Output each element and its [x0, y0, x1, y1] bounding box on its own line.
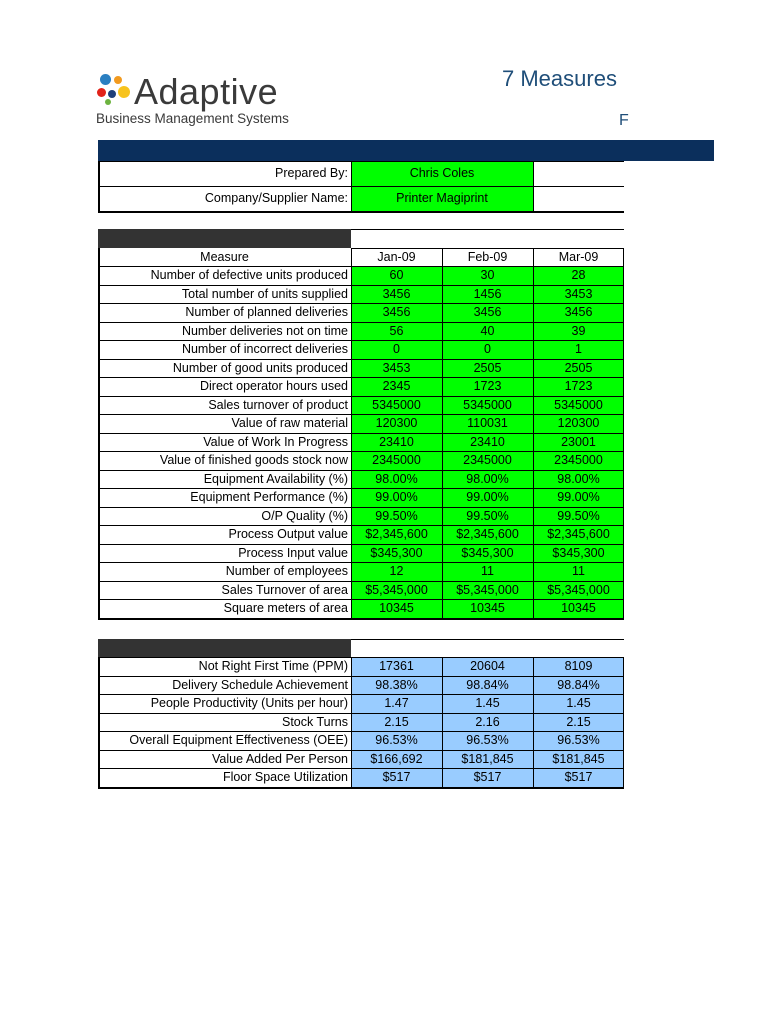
measure-value: $345,300 — [351, 544, 442, 563]
grid-line — [98, 266, 624, 267]
grid-line — [351, 161, 352, 211]
measure-value: 99.50% — [351, 507, 442, 526]
logo-wordmark: Adaptive — [134, 71, 279, 112]
result-label: Not Right First Time (PPM) — [198, 659, 348, 673]
measure-value: 56 — [351, 322, 442, 341]
grid-line — [351, 248, 352, 618]
grid-line — [98, 599, 624, 600]
info-label: Company/Supplier Name: — [204, 191, 348, 206]
measure-label: Number deliveries not on time — [181, 323, 348, 338]
measure-value: 1456 — [442, 285, 533, 304]
result-value: 8109 — [533, 657, 624, 676]
measure-value: 2345000 — [351, 451, 442, 470]
measure-value: 10345 — [351, 599, 442, 618]
grid-line — [98, 340, 624, 341]
measure-label: Number of employees — [225, 564, 348, 578]
month-column-header: Mar-09 — [558, 249, 599, 264]
measure-value: 99.50% — [442, 507, 533, 526]
result-value: 96.53% — [442, 731, 533, 750]
grid-line — [98, 657, 100, 787]
measure-value: 60 — [351, 266, 442, 285]
result-label: Floor Space Utilization — [222, 770, 348, 784]
logo-dot-navy — [108, 90, 116, 98]
company-logo — [96, 72, 316, 128]
measure-value: 3453 — [351, 359, 442, 378]
results-table-band — [98, 639, 351, 657]
grid-line — [442, 248, 443, 618]
measure-value: 1723 — [442, 377, 533, 396]
measure-column-header: Measure — [200, 249, 249, 264]
grid-line — [98, 731, 624, 732]
measure-value: 2345000 — [442, 451, 533, 470]
grid-line — [98, 581, 624, 582]
measure-value: 12 — [351, 562, 442, 581]
month-column-header: Jan-09 — [377, 249, 416, 264]
measure-label: Equipment Performance (%) — [190, 490, 348, 504]
measure-value: 3456 — [533, 303, 624, 322]
result-value: 1.45 — [442, 694, 533, 713]
grid-line — [98, 713, 624, 714]
grid-line — [98, 488, 624, 489]
grid-line — [351, 657, 352, 787]
grid-line — [98, 451, 624, 452]
measure-label: O/P Quality (%) — [261, 508, 348, 523]
measure-value: 2505 — [533, 359, 624, 378]
result-value: 1.47 — [351, 694, 442, 713]
result-label: Value Added Per Person — [212, 751, 348, 766]
grid-line — [98, 433, 624, 434]
measure-value: $5,345,000 — [533, 581, 624, 600]
grid-line — [98, 285, 624, 286]
result-value: $181,845 — [442, 750, 533, 769]
measure-value: $345,300 — [442, 544, 533, 563]
result-value: 96.53% — [533, 731, 624, 750]
result-label: Stock Turns — [282, 714, 348, 729]
info-value: Chris Coles — [351, 161, 533, 186]
grid-line — [98, 618, 624, 620]
logo-dot-orange — [114, 76, 122, 84]
grid-line — [533, 161, 534, 211]
grid-line — [98, 544, 624, 545]
grid-line — [98, 377, 624, 378]
measure-value: $2,345,600 — [533, 525, 624, 544]
grid-line — [623, 248, 624, 618]
grid-line — [98, 525, 624, 526]
info-label: Prepared By: — [275, 166, 348, 181]
grid-line — [98, 396, 624, 397]
measure-value: 2505 — [442, 359, 533, 378]
measure-value: 98.00% — [533, 470, 624, 489]
result-value: $517 — [351, 768, 442, 787]
result-label: Overall Equipment Effectiveness (OEE) — [129, 733, 348, 747]
measure-value: 0 — [351, 340, 442, 359]
page-subtitle-fragment: F — [619, 112, 629, 129]
grid-line — [351, 639, 624, 640]
measure-value: 28 — [533, 266, 624, 285]
measure-value: 3456 — [442, 303, 533, 322]
measure-value: 23001 — [533, 433, 624, 452]
grid-line — [351, 229, 624, 230]
measure-value: 1 — [533, 340, 624, 359]
measure-value: 5345000 — [533, 396, 624, 415]
result-value: 98.38% — [351, 676, 442, 695]
measures-table-band — [98, 229, 351, 248]
measure-value: 39 — [533, 322, 624, 341]
grid-line — [98, 248, 100, 618]
measure-label: Number of good units produced — [172, 360, 348, 375]
grid-line — [98, 750, 624, 751]
grid-line — [98, 211, 624, 213]
grid-line — [98, 507, 624, 508]
result-value: $517 — [533, 768, 624, 787]
month-column-header: Feb-09 — [467, 249, 508, 264]
measure-label: Equipment Availability (%) — [203, 471, 348, 486]
grid-line — [442, 657, 443, 787]
measure-label: Number of planned deliveries — [185, 305, 348, 319]
grid-line — [533, 657, 534, 787]
grid-line — [98, 657, 624, 658]
measure-label: Sales Turnover of area — [221, 582, 348, 597]
result-label: Delivery Schedule Achievement — [172, 677, 348, 692]
result-value: 2.16 — [442, 713, 533, 732]
measure-value: 3456 — [351, 303, 442, 322]
measure-value: 0 — [442, 340, 533, 359]
grid-line — [533, 248, 534, 618]
grid-line — [623, 657, 624, 787]
measure-label: Number of incorrect deliveries — [181, 342, 348, 356]
grid-line — [98, 414, 624, 415]
result-value: 2.15 — [533, 713, 624, 732]
measure-label: Process Output value — [228, 527, 348, 541]
measure-value: 10345 — [533, 599, 624, 618]
measure-value: 99.00% — [442, 488, 533, 507]
logo-dot-red — [97, 88, 106, 97]
measure-value: $345,300 — [533, 544, 624, 563]
measure-value: 23410 — [351, 433, 442, 452]
measure-value: 3456 — [351, 285, 442, 304]
measure-label: Value of raw material — [231, 416, 348, 430]
result-value: 20604 — [442, 657, 533, 676]
measure-label: Sales turnover of product — [208, 397, 348, 412]
measure-label: Direct operator hours used — [200, 379, 348, 393]
grid-line — [98, 562, 624, 563]
measure-value: $2,345,600 — [442, 525, 533, 544]
grid-line — [98, 694, 624, 695]
measure-value: 5345000 — [351, 396, 442, 415]
measure-value: 5345000 — [442, 396, 533, 415]
measure-value: 11 — [442, 562, 533, 581]
measure-value: $5,345,000 — [442, 581, 533, 600]
measure-label: Total number of units supplied — [181, 286, 348, 301]
result-value: 98.84% — [442, 676, 533, 695]
measure-value: 120300 — [533, 414, 624, 433]
result-value: 96.53% — [351, 731, 442, 750]
measure-value: 10345 — [442, 599, 533, 618]
grid-line — [98, 676, 624, 677]
measure-label: Process Input value — [238, 545, 348, 560]
measure-value: 99.00% — [533, 488, 624, 507]
grid-line — [98, 186, 624, 187]
grid-line — [98, 303, 624, 304]
result-value: 98.84% — [533, 676, 624, 695]
result-value: 17361 — [351, 657, 442, 676]
measure-value: 23410 — [442, 433, 533, 452]
header-bar — [98, 140, 714, 161]
measure-value: 2345000 — [533, 451, 624, 470]
grid-line — [98, 768, 624, 769]
page-title: 7 Measures — [502, 66, 617, 91]
logo-dot-green — [105, 99, 111, 105]
measure-label: Number of defective units produced — [150, 268, 348, 282]
measure-value: 1723 — [533, 377, 624, 396]
measure-value: 30 — [442, 266, 533, 285]
measure-value: 99.00% — [351, 488, 442, 507]
result-value: $517 — [442, 768, 533, 787]
logo-dot-blue — [100, 74, 111, 85]
grid-line — [98, 359, 624, 360]
measure-label: Value of Work In Progress — [203, 434, 348, 449]
grid-line — [98, 161, 624, 162]
measure-value: $2,345,600 — [351, 525, 442, 544]
measure-value: 11 — [533, 562, 624, 581]
measure-label: Square meters of area — [223, 601, 348, 615]
measure-value: 40 — [442, 322, 533, 341]
measure-value: 3453 — [533, 285, 624, 304]
result-value: $166,692 — [351, 750, 442, 769]
result-value: 2.15 — [351, 713, 442, 732]
info-value: Printer Magiprint — [351, 186, 533, 211]
measure-label: Value of finished goods stock now — [159, 453, 348, 467]
result-value: 1.45 — [533, 694, 624, 713]
result-value: $181,845 — [533, 750, 624, 769]
measure-value: 110031 — [442, 414, 533, 433]
grid-line — [98, 787, 624, 789]
measure-value: 2345 — [351, 377, 442, 396]
measure-value: $5,345,000 — [351, 581, 442, 600]
result-label: People Productivity (Units per hour) — [150, 696, 348, 710]
measure-value: 98.00% — [351, 470, 442, 489]
grid-line — [98, 322, 624, 323]
logo-dot-yellow — [118, 86, 130, 98]
measure-value: 120300 — [351, 414, 442, 433]
grid-line — [98, 161, 100, 211]
grid-line — [98, 470, 624, 471]
logo-subtitle: Business Management Systems — [96, 111, 289, 126]
measure-value: 98.00% — [442, 470, 533, 489]
measure-value: 99.50% — [533, 507, 624, 526]
